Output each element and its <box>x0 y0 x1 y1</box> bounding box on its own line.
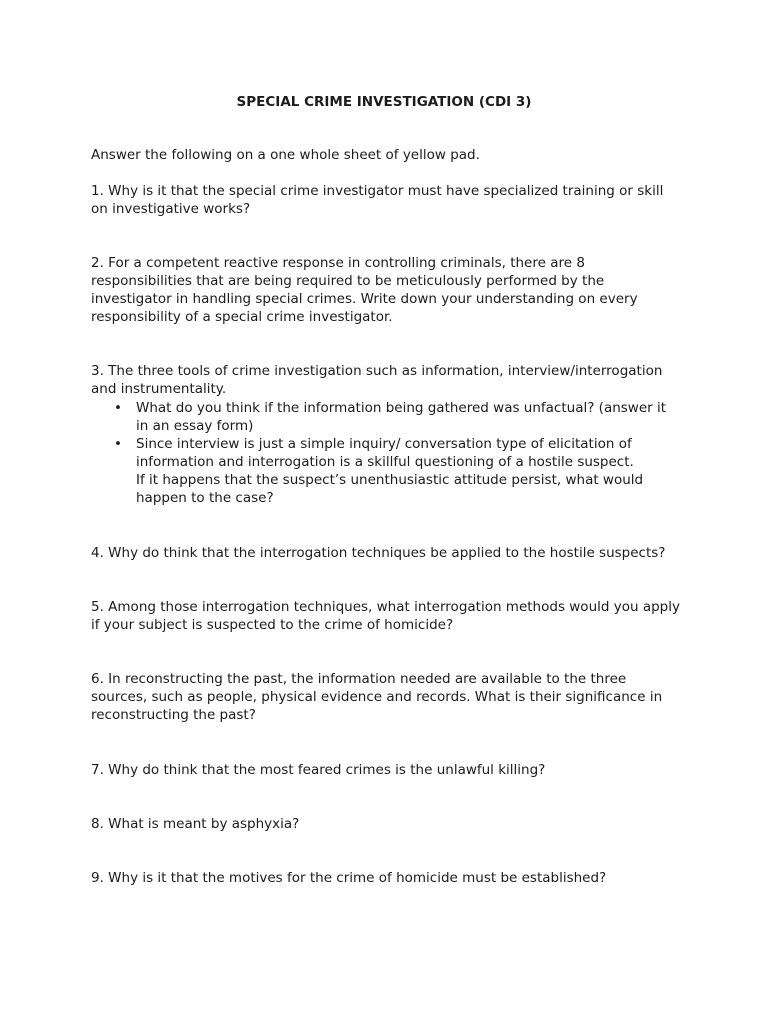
bullet-continuation-text: If it happens that the suspect’s unenthusiastic attitude persist, what would happen to the case? <box>136 472 644 506</box>
bullet-marker: • <box>114 400 122 416</box>
bullet-marker: • <box>114 436 122 452</box>
document-title: SPECIAL CRIME INVESTIGATION (CDI 3) <box>236 94 532 110</box>
question-3-bullet-2 <box>91 435 681 507</box>
question-4: 4. Why do think that the interrogation techniques be applied to the hostile suspects? <box>91 545 666 561</box>
question-7: 7. Why do think that the most feared crimes is the unlawful killing? <box>91 762 546 778</box>
question-3-bullet-1 <box>91 399 681 435</box>
question-9: 9. Why is it that the motives for the crime of homicide must be established? <box>91 870 607 886</box>
question-1: 1. Why is it that the special crime investigator must have specialized training or skill on investigative works? <box>91 183 664 217</box>
question-3-bullet-list <box>91 399 681 507</box>
question-3: 3. The three tools of crime investigation such as information, interview/interrogation and instrumentality. <box>91 363 663 397</box>
instruction-text: Answer the following on a one whole sheet of yellow pad. <box>91 147 480 163</box>
question-2: 2. For a competent reactive response in controlling criminals, there are 8 responsibilities that are being required to be meticulously performed by the investigator in handling special crimes. Write down your understanding on every responsibility of a special crime investigator. <box>91 255 638 325</box>
bullet-text: Since interview is just a simple inquiry/ conversation type of elicitation of information and interrogation is a skillful questioning of a hostile suspect. <box>136 436 634 470</box>
question-8: 8. What is meant by asphyxia? <box>91 816 300 832</box>
question-5: 5. Among those interrogation techniques, what interrogation methods would you apply if your subject is suspected to the crime of homicide? <box>91 599 680 633</box>
bullet-text: What do you think if the information being gathered was unfactual? (answer it in an essay form) <box>136 400 667 434</box>
question-6: 6. In reconstructing the past, the information needed are available to the three sources, such as people, physical evidence and records. What is their significance in reconstructing the past? <box>91 671 663 723</box>
